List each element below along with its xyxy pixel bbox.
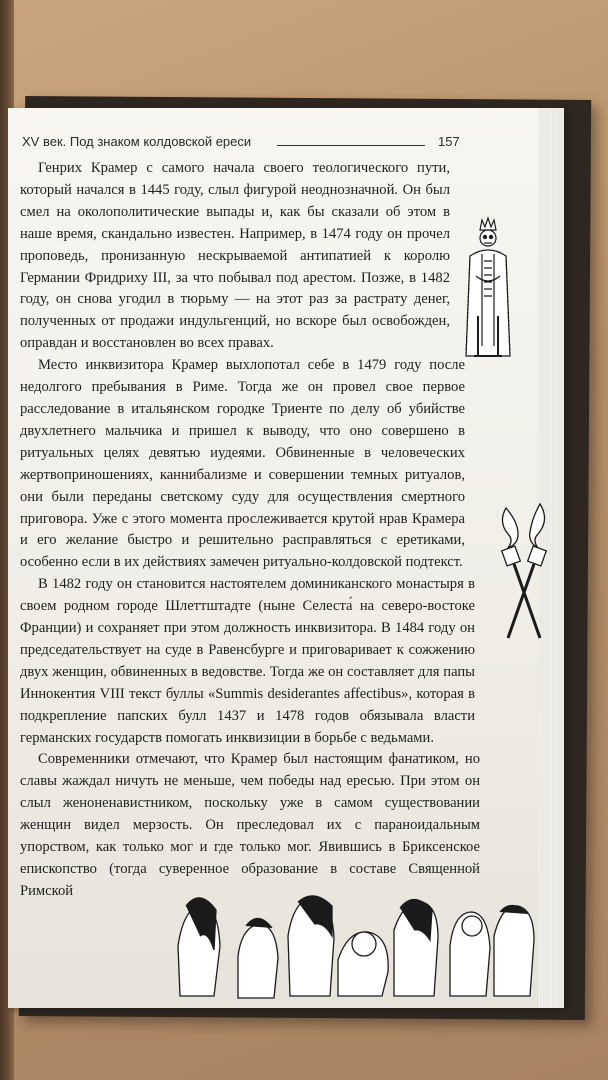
paragraph-2: Место инквизитора Крамер выхлопотал себе в 1479 году после недолгого пребывания в Риме. Тогда же он провел свое первое расследование в итальянском городке Триенте по делу об убийстве двухлетнего мальчика и пришел к выводу, что оно совершено в ритуальных целях девятью иудеями. Обвиненные в человеческих жертвоприношениях, каннибализме и совершении темных ритуалов, они были переданы светскому суду для осуществления смертного приговора. Уже с этого момента прослеживается крутой нрав Крамера и его желание быстро и решительно расправляться с еретиками, особенно если в их действиях замечен ритуально-колдовской подтекст. bbox=[20, 357, 465, 571]
figures-illustration bbox=[168, 886, 558, 1006]
body-text bbox=[20, 158, 480, 903]
page-number: 157 bbox=[438, 134, 460, 149]
header-rule bbox=[277, 145, 425, 146]
paragraph-3: В 1482 году он становится настоятелем доминиканского монастыря в своем родном городе Шлеттштадте (ныне Селеста́ на северо-востоке Франции) и сохраняет при этом должность инквизитора. В 1484 году он председательствует на суде в Равенсбурге и приговаривает к сожжению двух женщин, обвиненных в ведовстве. Тогда же он составляет для папы Иннокентия VIII текст буллы «Summis desiderantes affectibus», которая в подкрепление папских булл 1437 и 1478 годов обязывала власти германских государств помогать инквизиции в борьбе с ведьмами. bbox=[20, 576, 475, 746]
paragraph-1: Генрих Крамер с самого начала своего теологического пути, который начался в 1445 году, слыл фигурой неоднозначной. Он был смел на околополитические выпады и, как бы сказали об этом в наше время, скандально известен. Например, в 1474 году он прочел проповедь, пронизанную нескрываемой антипатией к королю Германии Фридриху III, за что побывал под арестом. Позже, в 1482 году, он снова угодил в тюрьму — на этот раз за растрату денег, полученных от продажи индульгенций, но вскоре был освобожден, оправдан и восстановлен во всех правах. bbox=[20, 160, 450, 352]
running-header bbox=[22, 132, 462, 154]
paragraph-4: Современники отмечают, что Крамер был настоящим фанатиком, но славы жаждал ничуть не меньше, чем победы над ересью. При этом он слыл женоненавистником, поскольку уже в самом существовании женщин видел мерзость. Он преследовал их с параноидальным упорством, как только мог и где только мог. Явившись в Бриксенское епископство (тогда суверенное образование в составе Священной Римской bbox=[20, 751, 480, 899]
book-page bbox=[8, 108, 564, 1008]
chapter-title: XV век. Под знаком колдовской ереси bbox=[22, 134, 252, 149]
crossed-torches-illustration bbox=[492, 498, 556, 648]
skeleton-king-illustration bbox=[460, 216, 516, 366]
